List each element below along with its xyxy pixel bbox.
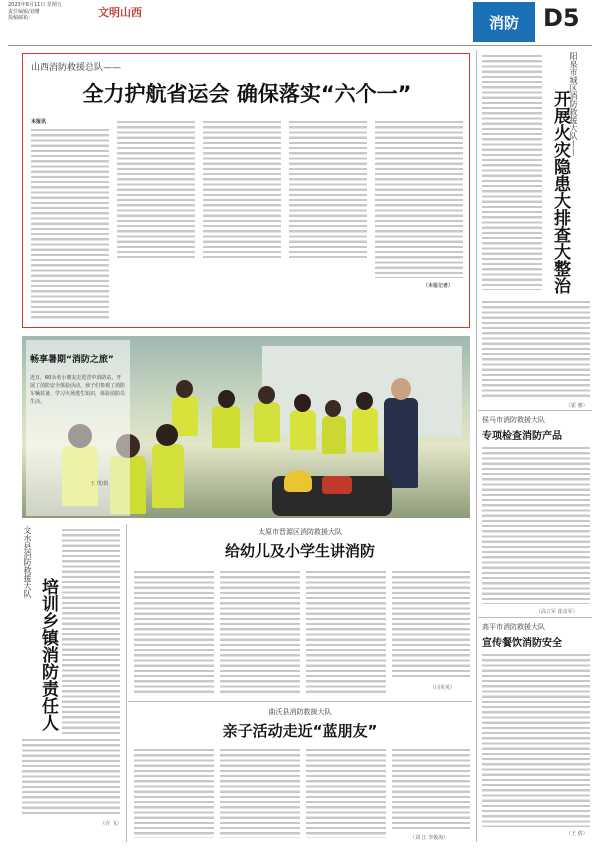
news-photo	[22, 336, 470, 518]
lead-byline: 本报讯	[31, 119, 47, 125]
story-divider	[128, 701, 472, 702]
story2-col-3	[306, 746, 386, 838]
left-kicker: 文水县消防救援大队	[23, 526, 32, 598]
right-title-2: 专项检查消防产品	[482, 431, 562, 442]
right-kicker-3: 高平市消防救援大队	[482, 623, 545, 631]
story1-col-2	[220, 568, 300, 696]
story2-col-2	[220, 746, 300, 838]
photo-caption-title: 畅享暑期“消防之旅”	[30, 355, 114, 365]
lead-story-box	[22, 53, 470, 328]
editor-line: 责任编辑/刘珊	[8, 8, 40, 15]
story1-title: 给幼儿及小学生讲消防	[224, 542, 375, 560]
page-number: D5	[543, 4, 580, 32]
story1-col-3	[306, 568, 386, 696]
story1-col-1	[134, 568, 214, 696]
right-title-3: 宣传餐饮消防安全	[482, 638, 562, 649]
story1-credit: （闫英英）	[430, 685, 456, 691]
left-divider	[126, 524, 127, 842]
lead-credit: （本报记者）	[423, 283, 454, 289]
right-credit-3: （王 倩）	[566, 831, 588, 837]
left-credit: （许 飞）	[100, 821, 122, 827]
story2-kicker: 曲沃县消防救援大队	[268, 708, 332, 716]
left-title: 培训乡镇消防责任人	[38, 578, 58, 731]
right-divider-2	[478, 617, 592, 618]
right-body-1	[482, 52, 542, 290]
lead-col-4	[289, 118, 367, 258]
story2-col-4	[392, 746, 470, 830]
right-credit-2: （高立军 崔彦军）	[536, 609, 578, 615]
caption-panel	[26, 340, 130, 516]
photo-credit: 王 璞/摄	[90, 481, 109, 487]
right-credit-1: （霍 雅）	[566, 403, 588, 409]
right-divider-1	[478, 410, 592, 411]
date-line: 2023年8月11日 星期五	[8, 2, 62, 8]
header-meta	[8, 2, 62, 22]
right-body-2	[482, 298, 590, 398]
lead-col-2	[117, 118, 195, 258]
left-body-2	[22, 736, 120, 816]
right-title: 开展火灾隐患大排查大整治	[550, 90, 570, 294]
right-body-4	[482, 651, 590, 827]
right-kicker-2: 侯马市消防救援大队	[482, 416, 545, 424]
lead-kicker: 山西消防救援总队——	[31, 63, 122, 73]
right-body-3	[482, 444, 590, 604]
extinguisher-icon	[322, 476, 352, 494]
section-badge: 消防	[473, 2, 535, 42]
lead-title: 全力护航省运会 确保落实“六个一”	[82, 82, 412, 106]
story2-title: 亲子活动走近“蓝朋友”	[222, 722, 378, 740]
brand-logo: 文明山西	[98, 6, 142, 19]
right-kicker: 阳泉市城区消防救援大队——	[569, 52, 578, 156]
right-divider	[476, 50, 477, 842]
header-divider	[8, 45, 592, 46]
story2-credit: （刘 江 李俊海）	[410, 835, 449, 841]
helmet-icon	[284, 470, 312, 492]
lead-col-5	[375, 118, 463, 278]
lead-col-1	[31, 126, 109, 321]
story1-col-4	[392, 568, 470, 680]
story1-kicker: 太原市晋源区消防救援大队	[258, 528, 342, 536]
photo-caption-text: 近日，60余名小朋友走进晋中消防站，开展了消防安全体验活动。孩子们参观了消防车辆装备，学习火场逃生知识，体验消防员生活。	[30, 375, 126, 405]
story2-col-1	[134, 746, 214, 838]
lead-col-3	[203, 118, 281, 258]
email-line: 投稿邮箱：	[8, 15, 34, 21]
